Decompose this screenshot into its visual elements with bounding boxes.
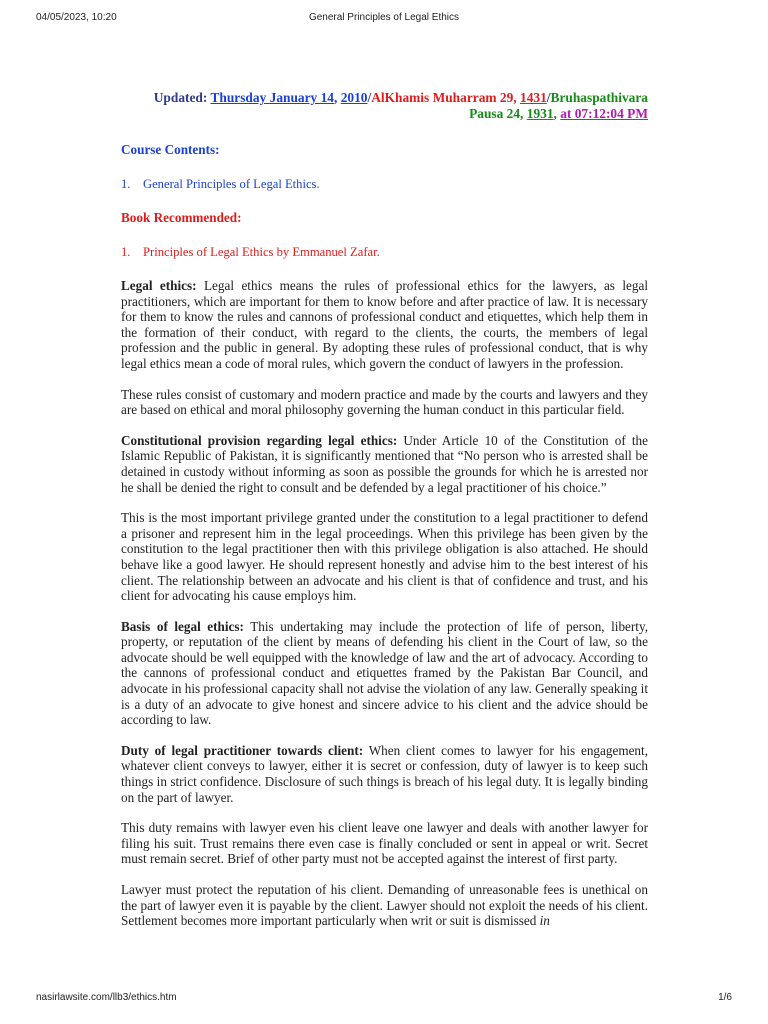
hindu-year-link[interactable]: 1931 (526, 106, 554, 121)
islamic-date: AlKhamis Muharram 29 (371, 90, 514, 105)
page-content (121, 90, 648, 944)
page-number: 1/6 (718, 992, 732, 1003)
paragraph-legal-ethics: Legal ethics: Legal ethics means the rules of professional ethics for the lawyers, as legal practitioners, which are important for them to know before and after practice of law. It is necessary for them to know the rules and cannons of professional conduct and etiquettes, which help them in the formation of their conduct, with regard to the clients, the courts, the members of legal profession and the public in general. By adopting these rules of professional conduct, that is why legal ethics mean a code of moral rules, which govern the conduct of lawyers in the profession. (121, 278, 649, 371)
year-link[interactable]: 2010 (340, 90, 368, 105)
print-title: General Principles of Legal Ethics (308, 12, 460, 23)
paragraph-rules: These rules consist of customary and modern practice and made by the courts and lawyers and they are based on ethical and moral philosophy governing the human conduct in this particular field. (121, 386, 648, 418)
paragraph-duty-remains: This duty remains with lawyer even his client leave one lawyer and deals with another lawyer for filing his suit. Trust remains there even case is finally concluded or sent in appeal or writ. Secret must remain secret. Brief of other party must not be accepted against the interest of first party. (121, 820, 648, 867)
hindu-day: Bruhaspathivara (550, 90, 648, 105)
updated-line: Updated: Thursday January 14, 2010/AlKhamis Muharram 29, 1431/Bruhaspathivara Pausa 24, 1931, at 07:12:04 PM (153, 90, 648, 121)
book-heading: Book Recommended: (121, 210, 242, 225)
islamic-year-link[interactable]: 1431 (520, 90, 547, 105)
paragraph-privilege: This is the most important privilege granted under the constitution to a legal practitioner to defend a prisoner and represent him in the legal proceedings. When this privilege has been given by the constitution to the legal practitioner then with this privilege obligation is also attached. He should behave like a good lawyer. He should represent honestly and advise him to the best interest of his client. The relationship between an advocate and his client is that of confidence and trust, and his client for advocating his cause employs him. (121, 510, 648, 604)
time-link[interactable]: at 07:12:04 PM (560, 106, 648, 121)
weekday-date-link[interactable]: Thursday January 14 (210, 90, 334, 105)
print-datetime: 04/05/2023, 10:20 (36, 12, 117, 23)
course-item: 1. General Principles of Legal Ethics. (121, 177, 320, 191)
hindu-date: Pausa 24 (469, 106, 521, 121)
paragraph-duty: Duty of legal practitioner towards client: When client comes to lawyer for his engagement, whatever client conveys to lawyer, either it is secret or confession, duty of lawyer is to keep such things in strict confidence. Disclosure of such things is breach of his legal duty. It is legally binding on the part of lawyer. (121, 742, 648, 805)
course-heading: Course Contents: (121, 142, 220, 157)
paragraph-reputation: Lawyer must protect the reputation of his client. Demanding of unreasonable fees is unethical on the part of lawyer even it is payable by the client. Lawyer should not exploit the needs of his client. Settlement becomes more important particularly when writ or suit is dismissed in (121, 882, 648, 929)
paragraph-constitutional: Constitutional provision regarding legal ethics: Under Article 10 of the Constitution of the Islamic Republic of Pakistan, it is significantly mentioned that “No person who is arrested shall be detained in custody without informing as soon as possible the grounds for which he is arrested nor he shall be denied the right to consult and be defended by a legal practitioner of his choice.” (121, 432, 649, 495)
updated-label: Updated: (153, 90, 208, 105)
print-url: nasirlawsite.com/llb3/ethics.htm (36, 992, 177, 1003)
paragraph-basis: Basis of legal ethics: This undertaking may include the protection of life of person, liberty, property, or reputation of the client by means of defending his client in the Court of law, so the advocate should be well equipped with the knowledge of law and the art of advocacy. According to the cannons of professional conduct and etiquettes framed by the Pakistan Bar Council, and advocate in his professional capacity shall not advise the violation of any law. Generally speaking it is a duty of an advocate to give honest and sincere advice to his client and the advice should be according to law. (121, 618, 649, 728)
book-item: 1. Principles of Legal Ethics by Emmanuel Zafar. (121, 245, 380, 259)
